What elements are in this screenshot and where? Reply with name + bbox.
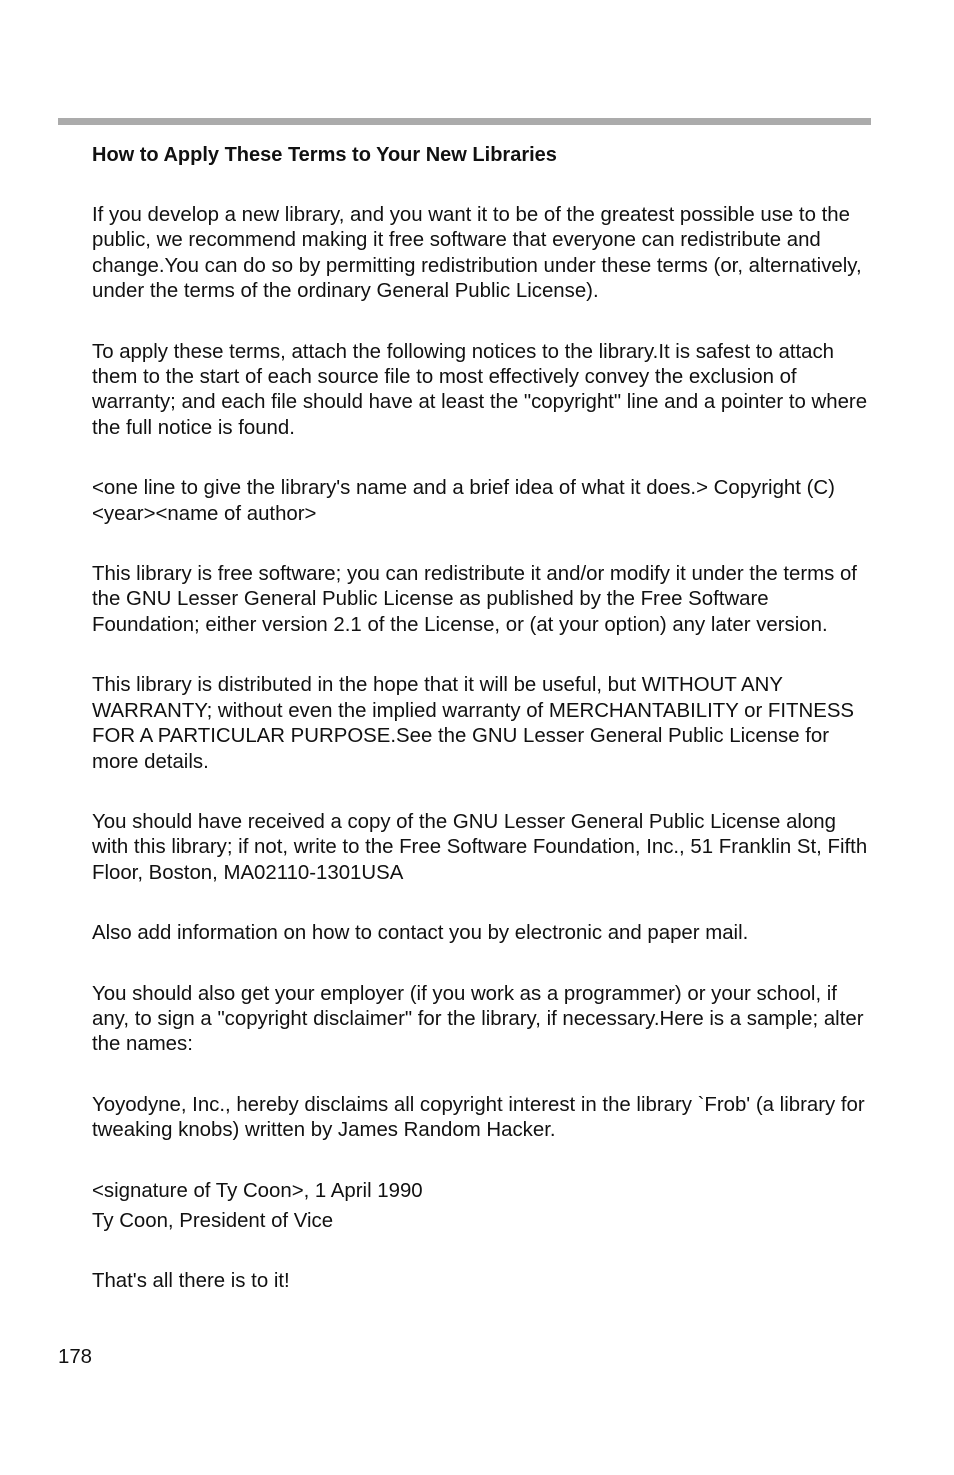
signature-line: <signature of Ty Coon>, 1 April 1990 bbox=[92, 1179, 423, 1202]
paragraph-warranty: This library is distributed in the hope that it will be useful, but WITHOUT ANY WARRANTY; without even the implied warranty of MERCHANTABILITY or FITNESS FOR A PARTICULAR PURPOSE.See the GNU Lesser General Public License for more details. bbox=[92, 674, 855, 773]
closing-line: That's all there is to it! bbox=[92, 1270, 290, 1293]
signature-block bbox=[92, 1179, 877, 1235]
paragraph-disclaimer: Yoyodyne, Inc., hereby disclaims all copyright interest in the library `Frob' (a library for tweaking knobs) written by James Random Hacker. bbox=[92, 1093, 865, 1142]
paragraph-free-software: This library is free software; you can redistribute it and/or modify it under the terms of the GNU Lesser General Public License as published by the Free Software Foundation; either version 2.1 of the License, or (at your option) any later version. bbox=[92, 563, 857, 636]
paragraph-contact: Also add information on how to contact you by electronic and paper mail. bbox=[92, 922, 749, 945]
signature-name: Ty Coon, President of Vice bbox=[92, 1209, 334, 1232]
section-heading: How to Apply These Terms to Your New Libraries bbox=[92, 144, 557, 166]
paragraph-apply-terms: To apply these terms, attach the following notices to the library.It is safest to attach them to the start of each source file to most effectively convey the exclusion of warranty; and each file should have at least the "copyright" line and a pointer to where the full notice is found. bbox=[92, 340, 868, 439]
top-rule bbox=[58, 118, 871, 125]
page-number: 178 bbox=[58, 1346, 93, 1368]
paragraph-copy-received: You should have received a copy of the GNU Lesser General Public License along with this library; if not, write to the Free Software Foundation, Inc., 51 Franklin St, Fifth Floor, Boston, MA02110-1301USA bbox=[92, 810, 868, 884]
page-content bbox=[92, 143, 877, 1330]
paragraph-intro: If you develop a new library, and you want it to be of the greatest possible use to the public, we recommend making it free software that everyone can redistribute and change.You can do so by permitting redistribution under these terms (or, alternatively, under the terms of the ordinary General Public License). bbox=[92, 204, 862, 303]
paragraph-notice-line: <one line to give the library's name and a brief idea of what it does.> Copyright (C) <year><name of author> bbox=[92, 477, 835, 525]
paragraph-employer: You should also get your employer (if you work as a programmer) or your school, if any, to sign a "copyright disclaimer" for the library, if necessary.Here is a sample; alter the names: bbox=[92, 982, 864, 1056]
